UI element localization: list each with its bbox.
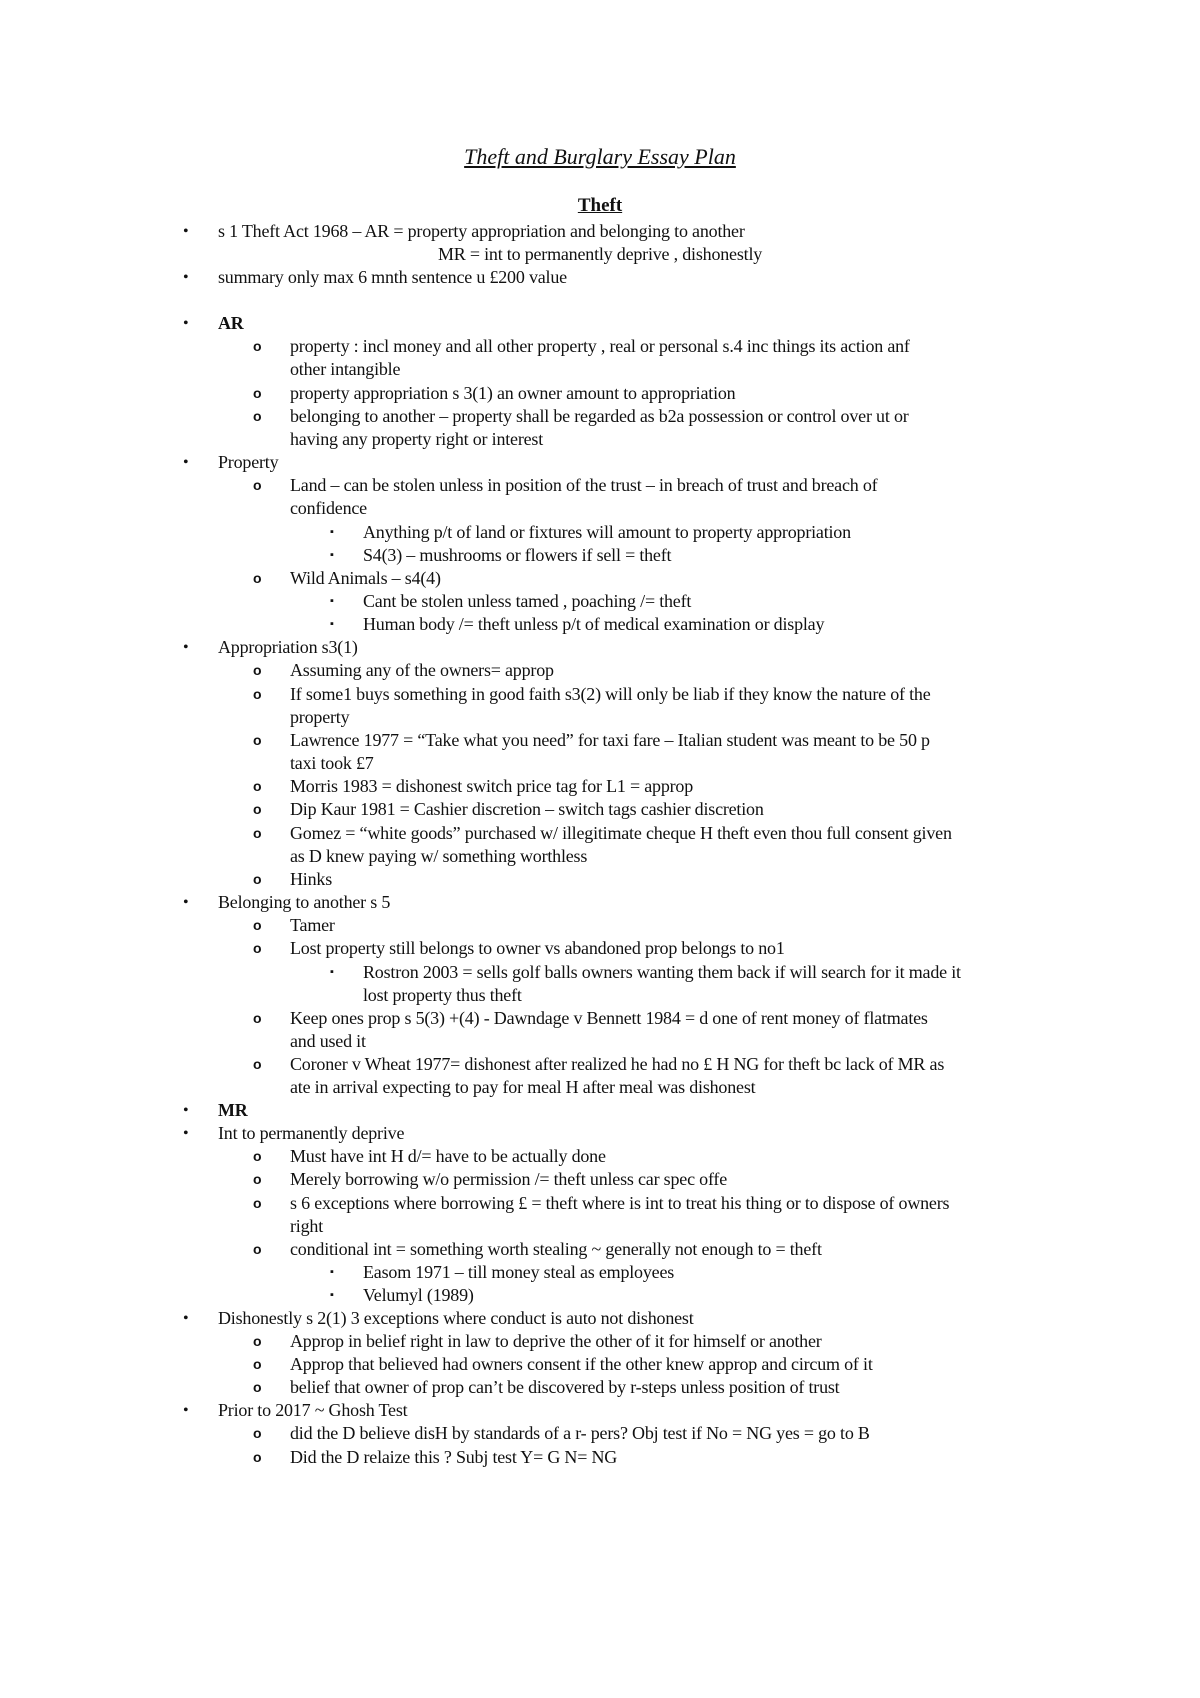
list-item-level-2: Dip Kaur 1981 = Cashier discretion – switch tags cashier discretion [290, 799, 764, 819]
list-item-continuation: ate in arrival expecting to pay for meal H after meal was dishonest [290, 1077, 756, 1097]
list-item-level-3: S4(3) – mushrooms or flowers if sell = theft [363, 545, 672, 565]
list-item-level-2: If some1 buys something in good faith s3(2) will only be liab if they know the nature of the [290, 684, 931, 704]
list-item-level-2: conditional int = something worth stealing ~ generally not enough to = theft [290, 1239, 822, 1259]
bullet-level-1-icon: • [183, 223, 189, 240]
bullet-level-1-icon: • [183, 454, 189, 471]
list-item-level-2: belonging to another – property shall be regarded as b2a possession or control over ut or [290, 406, 909, 426]
list-item-level-1: Prior to 2017 ~ Ghosh Test [218, 1400, 408, 1420]
bullet-level-1-icon: • [183, 1125, 189, 1142]
bullet-level-2-icon: o [253, 1148, 262, 1164]
list-item-level-2: Wild Animals – s4(4) [290, 568, 441, 588]
bullet-level-3-icon: ▪ [330, 1266, 334, 1278]
list-item-level-2: Lost property still belongs to owner vs abandoned prop belongs to no1 [290, 938, 785, 958]
bullet-level-2-icon: o [253, 1333, 262, 1349]
list-item-level-2: Land – can be stolen unless in position of the trust – in breach of trust and breach of [290, 475, 878, 495]
list-item-level-1: Int to permanently deprive [218, 1123, 405, 1143]
bullet-level-2-icon: o [253, 871, 262, 887]
bullet-level-3-icon: ▪ [330, 526, 334, 538]
list-item-continuation: property [290, 707, 350, 727]
list-item-level-3: Cant be stolen unless tamed , poaching /= theft [363, 591, 692, 611]
bullet-level-2-icon: o [253, 917, 262, 933]
list-item-continuation: right [290, 1216, 323, 1236]
bullet-level-2-icon: o [253, 732, 262, 748]
list-item-level-2: belief that owner of prop can’t be discovered by r-steps unless position of trust [290, 1377, 840, 1397]
list-item-level-2: Hinks [290, 869, 333, 889]
list-item-level-3: Human body /= theft unless p/t of medical examination or display [363, 614, 825, 634]
bullet-level-3-icon: ▪ [330, 595, 334, 607]
list-item-level-2: Keep ones prop s 5(3) +(4) - Dawndage v Bennett 1984 = d one of rent money of flatmates [290, 1008, 928, 1028]
list-item-level-2: Assuming any of the owners= approp [290, 660, 554, 680]
list-item-level-2: Approp in belief right in law to deprive the other of it for himself or another [290, 1331, 822, 1351]
list-item-level-2: Did the D relaize this ? Subj test Y= G N= NG [290, 1447, 618, 1467]
bullet-level-1-icon: • [183, 1102, 189, 1119]
bullet-level-3-icon: ▪ [330, 966, 334, 978]
list-item-level-1: summary only max 6 mnth sentence u £200 value [218, 267, 567, 287]
list-item-level-3: Anything p/t of land or fixtures will amount to property appropriation [363, 522, 851, 542]
bullet-level-2-icon: o [253, 686, 262, 702]
bullet-level-3-icon: ▪ [330, 549, 334, 561]
list-item-level-3: Rostron 2003 = sells golf balls owners wanting them back if will search for it made it [363, 962, 961, 982]
bullet-level-3-icon: ▪ [330, 618, 334, 630]
bullet-level-1-icon: • [183, 1310, 189, 1327]
list-item-level-3: Easom 1971 – till money steal as employees [363, 1262, 675, 1282]
list-item-continuation: confidence [290, 498, 367, 518]
bullet-level-2-icon: o [253, 408, 262, 424]
list-item-continuation: lost property thus theft [363, 985, 522, 1005]
bullet-level-2-icon: o [253, 338, 262, 354]
bullet-level-2-icon: o [253, 825, 262, 841]
list-item-level-1: s 1 Theft Act 1968 – AR = property appropriation and belonging to another [218, 221, 745, 241]
list-item-level-2: s 6 exceptions where borrowing £ = theft where is int to treat his thing or to dispose of owners [290, 1193, 950, 1213]
list-item-level-2: Must have int H d/= have to be actually done [290, 1146, 606, 1166]
list-item-level-1: Property [218, 452, 279, 472]
list-item-level-2: Gomez = “white goods” purchased w/ illegitimate cheque H theft even thou full consent given [290, 823, 952, 843]
bullet-level-2-icon: o [253, 940, 262, 956]
bullet-level-2-icon: o [253, 1010, 262, 1026]
bullet-level-2-icon: o [253, 1356, 262, 1372]
list-item-level-1: Belonging to another s 5 [218, 892, 391, 912]
bullet-level-2-icon: o [253, 778, 262, 794]
list-item-level-2: Tamer [290, 915, 335, 935]
list-item-continuation: having any property right or interest [290, 429, 544, 449]
list-item-continuation: as D knew paying w/ something worthless [290, 846, 588, 866]
bullet-level-2-icon: o [253, 801, 262, 817]
list-item-level-2: Approp that believed had owners consent if the other knew approp and circum of it [290, 1354, 873, 1374]
list-item-level-2: Morris 1983 = dishonest switch price tag for L1 = approp [290, 776, 694, 796]
section-heading-theft: Theft [577, 195, 623, 216]
list-item-level-2: property : incl money and all other property , real or personal s.4 inc things its action anf [290, 336, 910, 356]
bullet-level-2-icon: o [253, 1379, 262, 1395]
list-item-level-2: Merely borrowing w/o permission /= theft unless car spec offe [290, 1169, 728, 1189]
list-item-continuation: other intangible [290, 359, 401, 379]
bullet-level-2-icon: o [253, 477, 262, 493]
list-item-level-2: property appropriation s 3(1) an owner amount to appropriation [290, 383, 736, 403]
bullet-level-2-icon: o [253, 1195, 262, 1211]
bullet-level-1-icon: • [183, 894, 189, 911]
bullet-level-2-icon: o [253, 1425, 262, 1441]
list-item-continuation: taxi took £7 [290, 753, 374, 773]
bullet-level-2-icon: o [253, 662, 262, 678]
bullet-level-2-icon: o [253, 1449, 262, 1465]
bullet-level-3-icon: ▪ [330, 1289, 334, 1301]
list-item-level-1: MR [218, 1100, 248, 1120]
document-title: Theft and Burglary Essay Plan [464, 144, 736, 169]
list-item-level-2: Lawrence 1977 = “Take what you need” for taxi fare – Italian student was meant to be 50 p [290, 730, 930, 750]
list-item-level-2: did the D believe disH by standards of a r- pers? Obj test if No = NG yes = go to B [290, 1423, 870, 1443]
bullet-level-2-icon: o [253, 1241, 262, 1257]
bullet-level-1-icon: • [183, 639, 189, 656]
bullet-level-1-icon: • [183, 315, 189, 332]
list-item-level-1: Dishonestly s 2(1) 3 exceptions where conduct is auto not dishonest [218, 1308, 694, 1328]
bullet-level-2-icon: o [253, 1171, 262, 1187]
bullet-level-2-icon: o [253, 385, 262, 401]
list-item-continuation: and used it [290, 1031, 366, 1051]
bullet-level-2-icon: o [253, 570, 262, 586]
list-item-level-2: Coroner v Wheat 1977= dishonest after realized he had no £ H NG for theft bc lack of MR as [290, 1054, 945, 1074]
list-item-level-1: AR [218, 313, 244, 333]
list-item-level-3: Velumyl (1989) [363, 1285, 474, 1305]
list-item-level-1: Appropriation s3(1) [218, 637, 358, 657]
bullet-level-1-icon: • [183, 269, 189, 286]
list-item-level-0: MR = int to permanently deprive , dishonestly [437, 244, 763, 264]
bullet-level-2-icon: o [253, 1056, 262, 1072]
bullet-level-1-icon: • [183, 1402, 189, 1419]
